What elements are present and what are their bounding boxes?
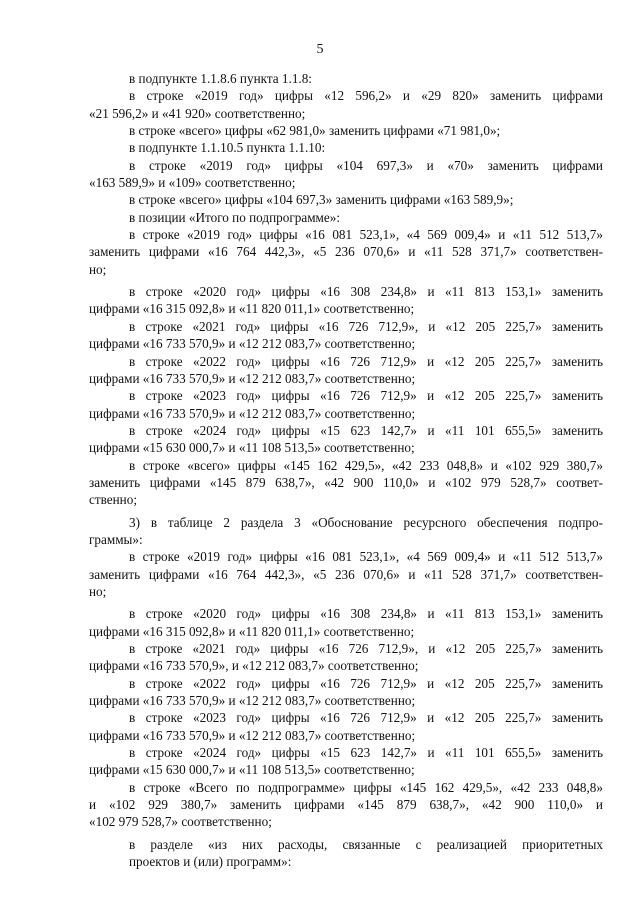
- text-line: в строке «2021 год» цифры «16 726 712,9», и «12 205 225,7» заменить: [129, 318, 603, 334]
- text-line: 3) в таблице 2 раздела 3 «Обоснование ресурсного обеспечения подпро-: [129, 514, 603, 530]
- text-line: цифрами «15 630 000,7» и «11 108 513,5» соответственно;: [89, 762, 415, 778]
- text-line: в подпункте 1.1.8.6 пункта 1.1.8:: [129, 71, 312, 86]
- text-line: но;: [89, 583, 107, 599]
- text-line: но;: [89, 261, 107, 277]
- text-line: заменить цифрами «145 879 638,7», «42 900 110,0» и «102 979 528,7» соответ-: [89, 474, 603, 490]
- text-line: в строке «2023 год» цифры «16 726 712,9» и «12 205 225,7» заменить: [129, 710, 603, 726]
- text-line: в строке «2019 год» цифры «12 596,2» и «29 820» заменить цифрами: [129, 88, 603, 104]
- text-line: в строке «всего» цифры «145 162 429,5», «42 233 048,8» и «102 929 380,7»: [129, 457, 603, 473]
- text-line: в строке «2023 год» цифры «16 726 712,9» и «12 205 225,7» заменить: [129, 388, 603, 404]
- text-line: цифрами «15 630 000,7» и «11 108 513,5» соответственно;: [89, 440, 415, 456]
- text-line: «21 596,2» и «41 920» соответственно;: [89, 105, 306, 121]
- text-line: в строке «2020 год» цифры «16 308 234,8» и «11 813 153,1» заменить: [129, 284, 603, 300]
- document-body: [89, 70, 603, 870]
- text-line: в строке «2024 год» цифры «15 623 142,7» и «11 101 655,5» заменить: [129, 745, 603, 761]
- text-line: цифрами «16 733 570,9» и «12 212 083,7» соответственно;: [89, 370, 416, 386]
- text-line: в строке «2021 год» цифры «16 726 712,9», и «12 205 225,7» заменить: [129, 641, 603, 656]
- text-line: цифрами «16 315 092,8» и «11 820 011,1» соответственно;: [89, 301, 415, 317]
- text-line: ственно;: [89, 492, 137, 508]
- text-line: цифрами «16 733 570,9» и «12 212 083,7» соответственно;: [89, 336, 416, 352]
- text-line: в строке «2022 год» цифры «16 726 712,9» и «12 205 225,7» заменить: [129, 675, 603, 691]
- text-line: в строке «всего» цифры «62 981,0» заменить цифрами «71 981,0»;: [129, 123, 501, 139]
- text-line: заменить цифрами «16 764 442,3», «5 236 070,6» и «11 528 371,7» соответствен-: [89, 566, 603, 582]
- text-line: цифрами «16 733 570,9» и «12 212 083,7» соответственно;: [89, 727, 416, 743]
- text-line: цифрами «16 733 570,9» и «12 212 083,7» соответственно;: [89, 693, 416, 709]
- text-line: «163 589,9» и «109» соответственно;: [89, 175, 296, 191]
- text-line: цифрами «16 733 570,9» и «12 212 083,7» соответственно;: [89, 405, 416, 421]
- text-line: в строке «2022 год» цифры «16 726 712,9» и «12 205 225,7» заменить: [129, 353, 603, 369]
- text-line: в строке «2024 год» цифры «15 623 142,7» и «11 101 655,5» заменить: [129, 422, 603, 438]
- text-line: в строке «2020 год» цифры «16 308 234,8» и «11 813 153,1» заменить: [129, 606, 603, 622]
- text-line: в разделе «из них расходы, связанные с реализацией приоритетных: [129, 836, 603, 852]
- text-line: цифрами «16 315 092,8» и «11 820 011,1» соответственно;: [89, 623, 415, 639]
- text-line: в позиции «Итого по подпрограмме»:: [129, 209, 341, 225]
- text-line: в подпункте 1.1.10.5 пункта 1.1.10:: [129, 140, 326, 156]
- text-line: граммы»:: [89, 531, 143, 547]
- text-line: в строке «Всего по подпрограмме» цифры «145 162 429,5», «42 233 048,8»: [129, 779, 603, 795]
- text-line: и «102 929 380,7» заменить цифрами «145 879 638,7», «42 900 110,0» и: [89, 797, 603, 813]
- page-number: 5: [316, 42, 324, 57]
- text-line: проектов и (или) программ»:: [129, 854, 292, 870]
- text-line: заменить цифрами «16 764 442,3», «5 236 070,6» и «11 528 371,7» соответствен-: [89, 244, 603, 260]
- text-line: цифрами «16 733 570,9», и «12 212 083,7» соответственно;: [89, 658, 419, 674]
- text-line: в строке «2019 год» цифры «16 081 523,1», «4 569 009,4» и «11 512 513,7»: [129, 549, 603, 565]
- text-line: в строке «2019 год» цифры «104 697,3» и «70» заменить цифрами: [129, 157, 603, 173]
- text-line: «102 979 528,7» соответственно;: [89, 814, 272, 830]
- text-line: в строке «2019 год» цифры «16 081 523,1», «4 569 009,4» и «11 512 513,7»: [129, 227, 603, 243]
- text-line: в строке «всего» цифры «104 697,3» заменить цифрами «163 589,9»;: [129, 192, 514, 208]
